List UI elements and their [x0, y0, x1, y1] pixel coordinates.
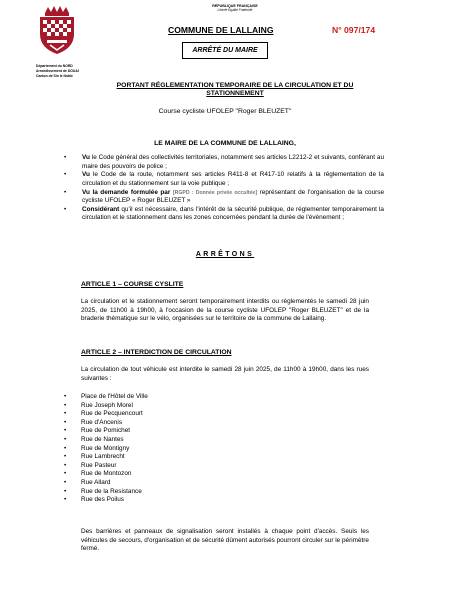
republic-line: RÉPUBLIQUE FRANÇAISE — [212, 4, 258, 8]
considerant-text: la demande formulée par — [89, 188, 173, 196]
arretons-heading: ARRÊTONS — [195, 251, 255, 258]
list-item: • Rue de Pomichet — [62, 427, 262, 436]
list-item: • Rue Joseph Morel — [62, 402, 262, 411]
republic-header — [190, 4, 280, 12]
article-1-title: ARTICLE 1 – COURSE CYSLITE — [81, 281, 184, 288]
maire-title: LE MAIRE DE LA COMMUNE DE LALLAING, — [154, 140, 296, 147]
list-item: • Rue de Montozon — [62, 470, 262, 479]
arrete-title-box — [182, 42, 268, 59]
street-list — [62, 393, 262, 505]
course-name: Course cycliste UFOLEP "Roger BLEUZET" — [158, 108, 292, 115]
considerant-text: qu'il est nécessaire, dans l'intérêt de la sécurité publique, de réglementer temporairement la circulation et le stationnement dans les zones concernées pendant la durée de l'événement ; — [82, 205, 384, 222]
commune-coat-of-arms-logo — [36, 4, 78, 56]
list-item: • Place de l'Hôtel de Ville — [62, 393, 262, 402]
dept-line: Département du NORD — [36, 64, 73, 68]
commune-name: COMMUNE DE LALLAING — [168, 25, 274, 35]
considerant-item — [62, 171, 384, 188]
article-2-title: ARTICLE 2 – INTERDICTION DE CIRCULATION — [81, 349, 232, 356]
list-item: • Rue de Nantes — [62, 436, 262, 445]
department-info — [36, 64, 96, 79]
dept-line: Canton de Sin le Noble — [36, 74, 73, 78]
dept-line: Arrondissement de DOUAI — [36, 69, 79, 73]
list-item: • Rue de la Resistance — [62, 488, 262, 497]
arrete-number: N° 097/174 — [332, 25, 376, 35]
list-item: • Rue Allard — [62, 479, 262, 488]
republic-motto: Liberté Égalité Fraternité — [217, 8, 253, 13]
considerant-text: le Code de la route, notamment ses articles R411-8 et R417-10 relatifs à la réglementation de la circulation et du stationnement sur la voie publique ; — [82, 171, 384, 187]
arrete-title: ARRÊTÉ DU MAIRE — [192, 47, 258, 54]
considerant-lead: Vu — [82, 188, 90, 196]
considerant-item — [62, 206, 384, 223]
rgpd-redaction: [RGPD : Donnée privée occultée] — [172, 189, 258, 196]
article-2-closing: Des barrières et panneaux de signalisation seront installés à chaque point d'accès. Seuls les véhicules de secours, d'organisation et de sécurité dûment autorisés pourront circuler sur le périmètre fermé. — [81, 528, 369, 552]
article-1-text: La circulation et le stationnement seront temporairement interdits ou réglementés le samedi 28 juin 2025, de 11h00 à 19h00, à l'occasion de la course cycliste UFOLEP "Roger BLEUZET" et de la braderie thématique sur le vélo, organisées sur le territoire de la commune de Lallaing. — [81, 298, 369, 322]
list-item: • Rue des Poilus — [62, 496, 262, 505]
list-item: • Rue Pasteur — [62, 462, 262, 471]
considerant-lead: Vu — [82, 154, 90, 161]
arrete-subject: PORTANT RÉGLEMENTATION TEMPORAIRE DE LA CIRCULATION ET DU STATIONNEMENT — [116, 82, 354, 98]
list-item: • Rue de Pecquencourt — [62, 410, 262, 419]
considerant-text: le Code général des collectivités territoriales, notamment ses articles L2212-2 et suivants, conférant au maire des pouvoirs de police ; — [82, 154, 384, 170]
considerant-item — [62, 189, 384, 206]
list-item: • Rue Lambrecht — [62, 453, 262, 462]
considerant-lead: Vu — [82, 171, 90, 179]
article-2-text: La circulation de tout véhicule est interdite le samedi 28 juin 2025, de 11h00 à 19h00, dans les rues suivantes : — [81, 366, 369, 382]
considerants-list — [62, 154, 384, 223]
considerant-text: représentant de l'organisation de la course cycliste UFOLEP « Roger BLEUZET » — [82, 188, 384, 205]
considerant-lead: Considérant — [82, 205, 120, 213]
list-item: • Rue d'Ancenis — [62, 419, 262, 428]
considerant-item — [62, 154, 384, 171]
list-item: • Rue de Montigny — [62, 445, 262, 454]
